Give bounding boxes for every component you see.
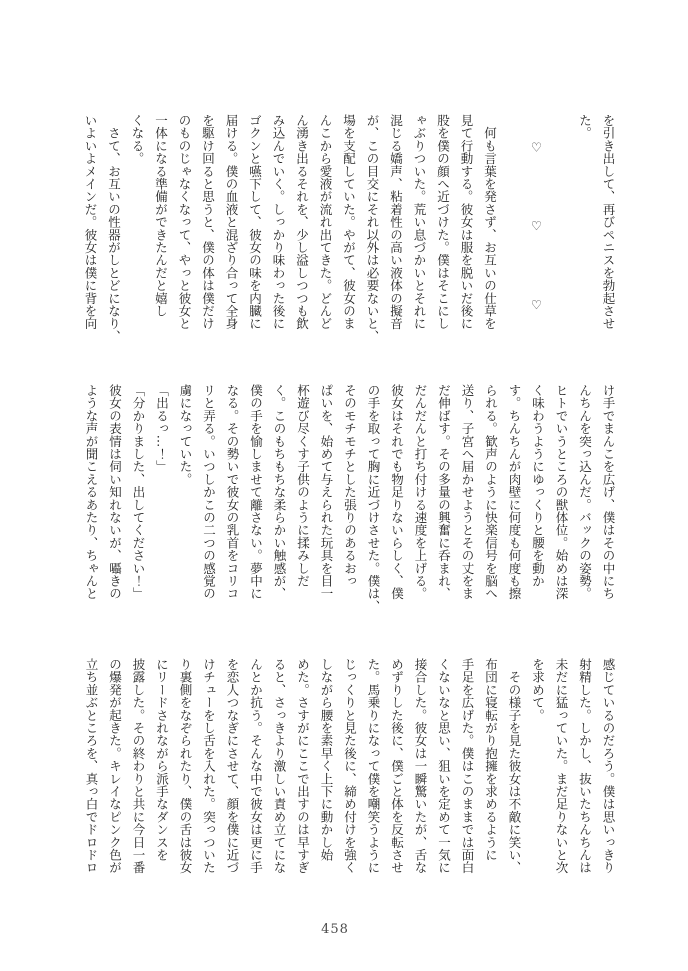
text-line: 場を支配していた。やがて、彼女のま [341,114,357,330]
text-line: く味わうようにゆっくりと腰を動か [530,384,546,588]
text-line: 感じているのだろう。僕は思いっきり [601,658,616,874]
text-line: ゃぶりついた。荒い息づかいとそれに [412,114,427,330]
text-line: けチューをし舌を入れた。突っついた [201,658,217,874]
text-line: を駆け回ると思うと、僕の体は僕だけ [200,114,216,330]
text-line: す。ちんちんが肉壁に何度も何度も擦 [507,384,522,600]
text-line: 届ける。僕の血液と混ざり合って全身 [224,114,239,330]
text-line: のものじゃなくなって、やっと彼女と [177,114,192,330]
text-line: く。このもちもちな柔らかい触感が、 [272,384,287,600]
text-line: の爆発が起きた。キレイなピンク色が [107,658,123,874]
text-line: 彼女の表情は伺い知れないが、囁きの [107,384,123,600]
text-line: ヒトでいうところの獣体位。始めは深 [554,384,569,600]
text-line: の手を取って胸に近づけさせた。僕は、 [366,384,381,613]
text-line: 混じる嬌声、粘着性の高い液体の擬音 [388,114,404,330]
text-line: ぱいを、始めて与えられた玩具を目一 [319,384,334,600]
text-line: じっくりと見た後に、締め付けを強く [342,658,358,874]
text-line: 未だに猛っていた。まだ足りないと次 [554,658,569,874]
text-line: んちんを突っ込んだ。バックの姿勢。 [577,384,593,600]
text-line: ような声が聞こえるあたり、ちゃんと [84,384,99,600]
text-line: しながら腰を素早く上下に動かし始 [319,658,334,862]
text-line: んとか抗う。そんな中で彼女は更に手 [248,658,264,874]
text-line: リと弄る。いつしかこの二つの感覚の [201,384,217,600]
text-block-top [79,114,621,346]
text-line: ん湧き出るそれを、少し溢しつつも飲 [294,114,310,330]
text-line: そのモチモチとした張りのあるおっ [342,384,358,588]
hearts-separator: ♡ ♡ ♡ [529,114,544,312]
text-line: 僕の手を愉しませて離さない。夢中に [248,384,264,600]
text-line: 布団に寝転がり抱擁を求めるように [483,658,499,862]
text-line: け手でまんこを広げ、僕はその中にち [601,384,616,600]
text-line: 送り、子宮へ届かせようとその丈をま [460,384,475,600]
text-line: を引き出して、再びペニスを勃起させ [601,114,616,330]
text-line: めずりした後に、僕ごと体を反転させ [389,658,405,874]
text-block-middle [80,384,621,616]
text-line: さて、お互いの性器がしとどになり、 [106,114,122,343]
text-line: り裏側をなぞられたり、僕の舌は彼女 [178,658,193,874]
page-number: 458 [321,922,349,937]
text-line: ると、さっきより激しい責め立てにな [272,658,287,874]
text-line: が、この目交にそれ以外は必要ないと、 [365,114,380,343]
text-line: 接合した。彼女は一瞬驚いたが、舌な [413,658,428,874]
text-line: ゴクンと嚥下して、彼女の味を内臓に [247,114,263,330]
text-line: を恋人つなぎにさせて、顔を僕に近づ [225,658,240,874]
text-line: めた。さすがにここで出すのは早すぎ [295,658,311,874]
text-line: その様子を見た彼女は不敵に笑い、 [507,658,522,874]
text-line: 杯遊び尽くす子供のように揉みしだ [295,384,311,588]
text-line: 立ち並ぶところを、真っ白でドロドロ [84,658,99,874]
text-line: 手足を広げた。僕はこのままでは面白 [460,658,475,874]
text-block-bottom [80,658,621,890]
text-line: にリードされながら派手なダンスを [154,658,170,862]
text-line: 見て行動する。彼女は服を脱いだ後に [459,114,474,330]
text-line: 「出るっ…！」 [154,384,170,473]
text-line: られる。歓声のように快楽信号を脳へ [483,384,499,600]
text-line: だんだんと打ち付ける速度を上げる。 [413,384,428,600]
text-line: 彼女はそれでも物足りないらしく、僕 [389,384,405,600]
text-line: くなる。 [130,114,145,165]
text-line: なる。その勢いで彼女の乳首をコリコ [225,384,240,600]
text-line: いよいよメインだ。彼女は僕に背を向 [83,114,98,330]
text-line: た。 [577,114,593,140]
text-line: た。馬乗りになって僕を嘲笑うように [366,658,381,874]
text-line: くないなと思い、狙いを定めて一気に [436,658,452,874]
text-line: んこから愛液が流れ出てきた。どんど [318,114,333,330]
text-line: み込んでいく。しっかり味わった後に [271,114,286,330]
text-line: 股を僕の顔へ近づけた。僕はそこにし [435,114,451,330]
text-line: 一体になる準備ができたんだと嬉し [153,114,169,318]
text-line: 「分かりました、出してください！」 [131,384,146,600]
text-line: だ伸ばす。その多量の興奮に呑まれ、 [436,384,452,600]
text-line: 披露した。その終わりと共に今日一番 [131,658,146,874]
text-line: 何も言葉を発さず、お互いの仕草を [482,114,498,330]
text-line: を求めて。 [530,658,546,722]
text-line: 虜になっていた。 [178,384,193,486]
text-line: 射精した。しかし、抜いたちんちんは [577,658,593,874]
